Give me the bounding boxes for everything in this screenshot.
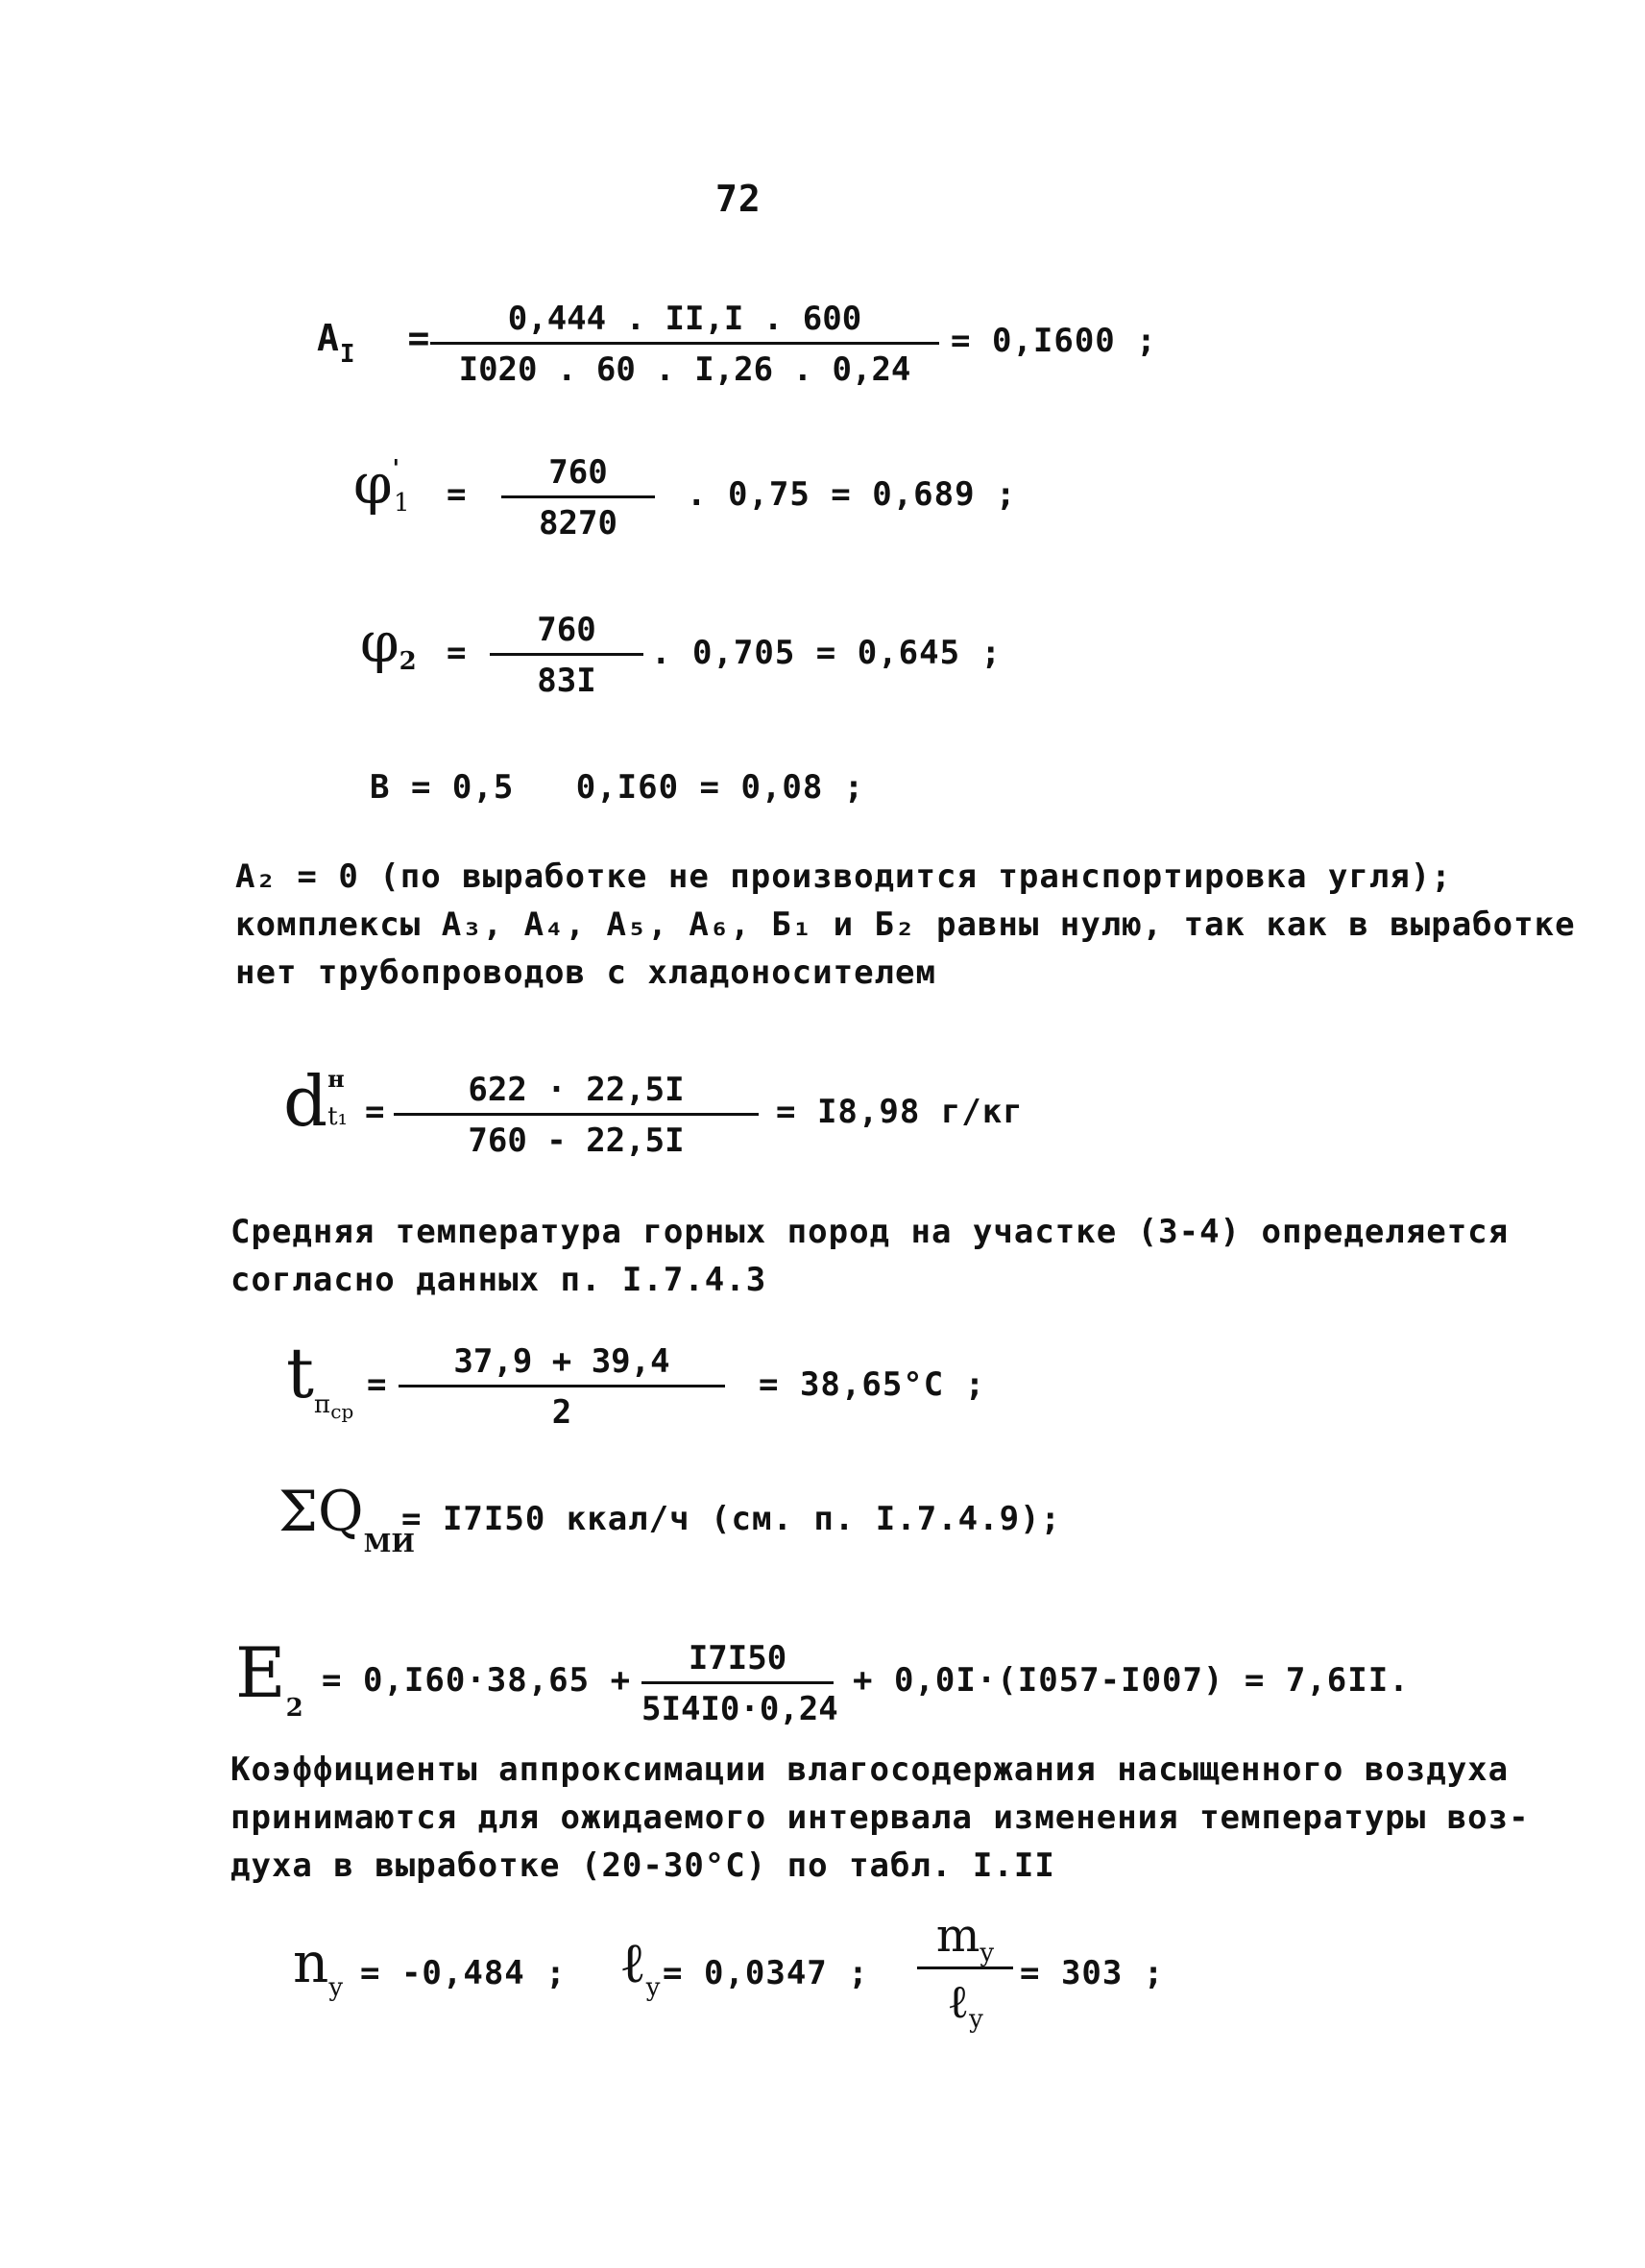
sumq-text: = I7I50 ккал/ч (см. п. I.7.4.9);: [401, 1500, 1062, 1538]
paragraph-complexes-line1: A₂ = 0 (по выработке не производится транспортировка угля);: [235, 857, 1452, 896]
paragraph-rock-temperature-line1: Средняя температура горных пород на участке (3-4) определяется: [230, 1213, 1510, 1251]
phi1-equals: =: [447, 475, 468, 514]
paragraph-approximation: [230, 1746, 1530, 1890]
phi1-denominator: 8270: [539, 504, 617, 543]
d-equals: =: [365, 1093, 386, 1131]
t-lhs: $tп_{ср}$: [286, 1333, 354, 1423]
t-fraction: [399, 1342, 725, 1432]
a1-result: = 0,I600 ;: [951, 322, 1157, 360]
paragraph-complexes-line3: нет трубопроводов с хладоносителем: [235, 953, 936, 992]
e2-denominator: 5I4I0·0,24: [641, 1690, 838, 1728]
e2-numerator: I7I50: [688, 1639, 787, 1677]
d-numerator: 622 · 22,5I: [468, 1071, 685, 1109]
sumq-lhs: ΣQМИ: [278, 1479, 415, 1558]
paragraph-rock-temperature-line2: согласно данных п. I.7.4.3: [230, 1261, 767, 1299]
e2-part2: + 0,0I·(I057-I007) = 7,6II.: [853, 1661, 1410, 1700]
a1-numerator: 0,444 . II,I . 600: [507, 300, 862, 338]
paragraph-approximation-line2: принимаются для ожидаемого интервала изменения температуры воз-: [230, 1798, 1530, 1837]
phi2-fraction: [490, 611, 643, 700]
e2-lhs: E2: [235, 1632, 303, 1723]
d-lhs: d н t₁: [283, 1061, 348, 1142]
paragraph-complexes: [235, 853, 1576, 997]
equation-b: B = 0,5 0,I60 = 0,08 ;: [370, 768, 865, 807]
d-fraction: [394, 1071, 759, 1160]
a1-lhs: $A_I$ =: [317, 317, 431, 369]
a1-denominator: I020 . 60 . I,26 . 0,24: [458, 350, 911, 389]
coef-m-over-l-fraction: $m_y$ ℓ$_y$: [917, 1909, 1013, 2029]
coef-n: ny: [293, 1930, 344, 2002]
phi2-result: . 0,705 = 0,645 ;: [651, 634, 1002, 672]
paragraph-approximation-line1: Коэффициенты аппроксимации влагосодержания насыщенного воздуха: [230, 1750, 1510, 1789]
phi1-fraction: [501, 453, 655, 543]
phi2-equals: =: [447, 634, 468, 672]
t-result: = 38,65°C ;: [759, 1365, 986, 1404]
paragraph-complexes-line2: комплексы A₃, A₄, A₅, A₆, Б₁ и Б₂ равны нулю, так как в выработке: [235, 905, 1576, 944]
a1-fraction: [430, 300, 939, 389]
phi2-numerator: 760: [537, 611, 596, 649]
phi2-lhs: φ2: [360, 610, 417, 676]
e2-fraction: [641, 1639, 838, 1728]
coef-m-over-l-value: = 303 ;: [1020, 1954, 1165, 1992]
t-equals: =: [367, 1365, 388, 1404]
t-denominator: 2: [551, 1393, 572, 1432]
phi1-lhs: φ'1: [353, 451, 410, 518]
coef-l-value: = 0,0347 ;: [663, 1954, 869, 1992]
phi1-result: . 0,75 = 0,689 ;: [687, 475, 1017, 514]
e2-part1: = 0,I60·38,65 +: [322, 1661, 632, 1700]
paragraph-rock-temperature: [230, 1208, 1509, 1304]
d-denominator: 760 - 22,5I: [468, 1122, 685, 1160]
d-result: = I8,98 г/кг: [776, 1093, 1024, 1131]
coef-n-value: = -0,484 ;: [360, 1954, 567, 1992]
coef-l: ℓy: [619, 1930, 661, 2002]
t-numerator: 37,9 + 39,4: [453, 1342, 670, 1381]
phi1-numerator: 760: [548, 453, 608, 492]
phi2-denominator: 83I: [537, 662, 596, 700]
page-number: 72: [715, 178, 762, 220]
paragraph-approximation-line3: духа в выработке (20-30°C) по табл. I.II: [230, 1846, 1055, 1885]
